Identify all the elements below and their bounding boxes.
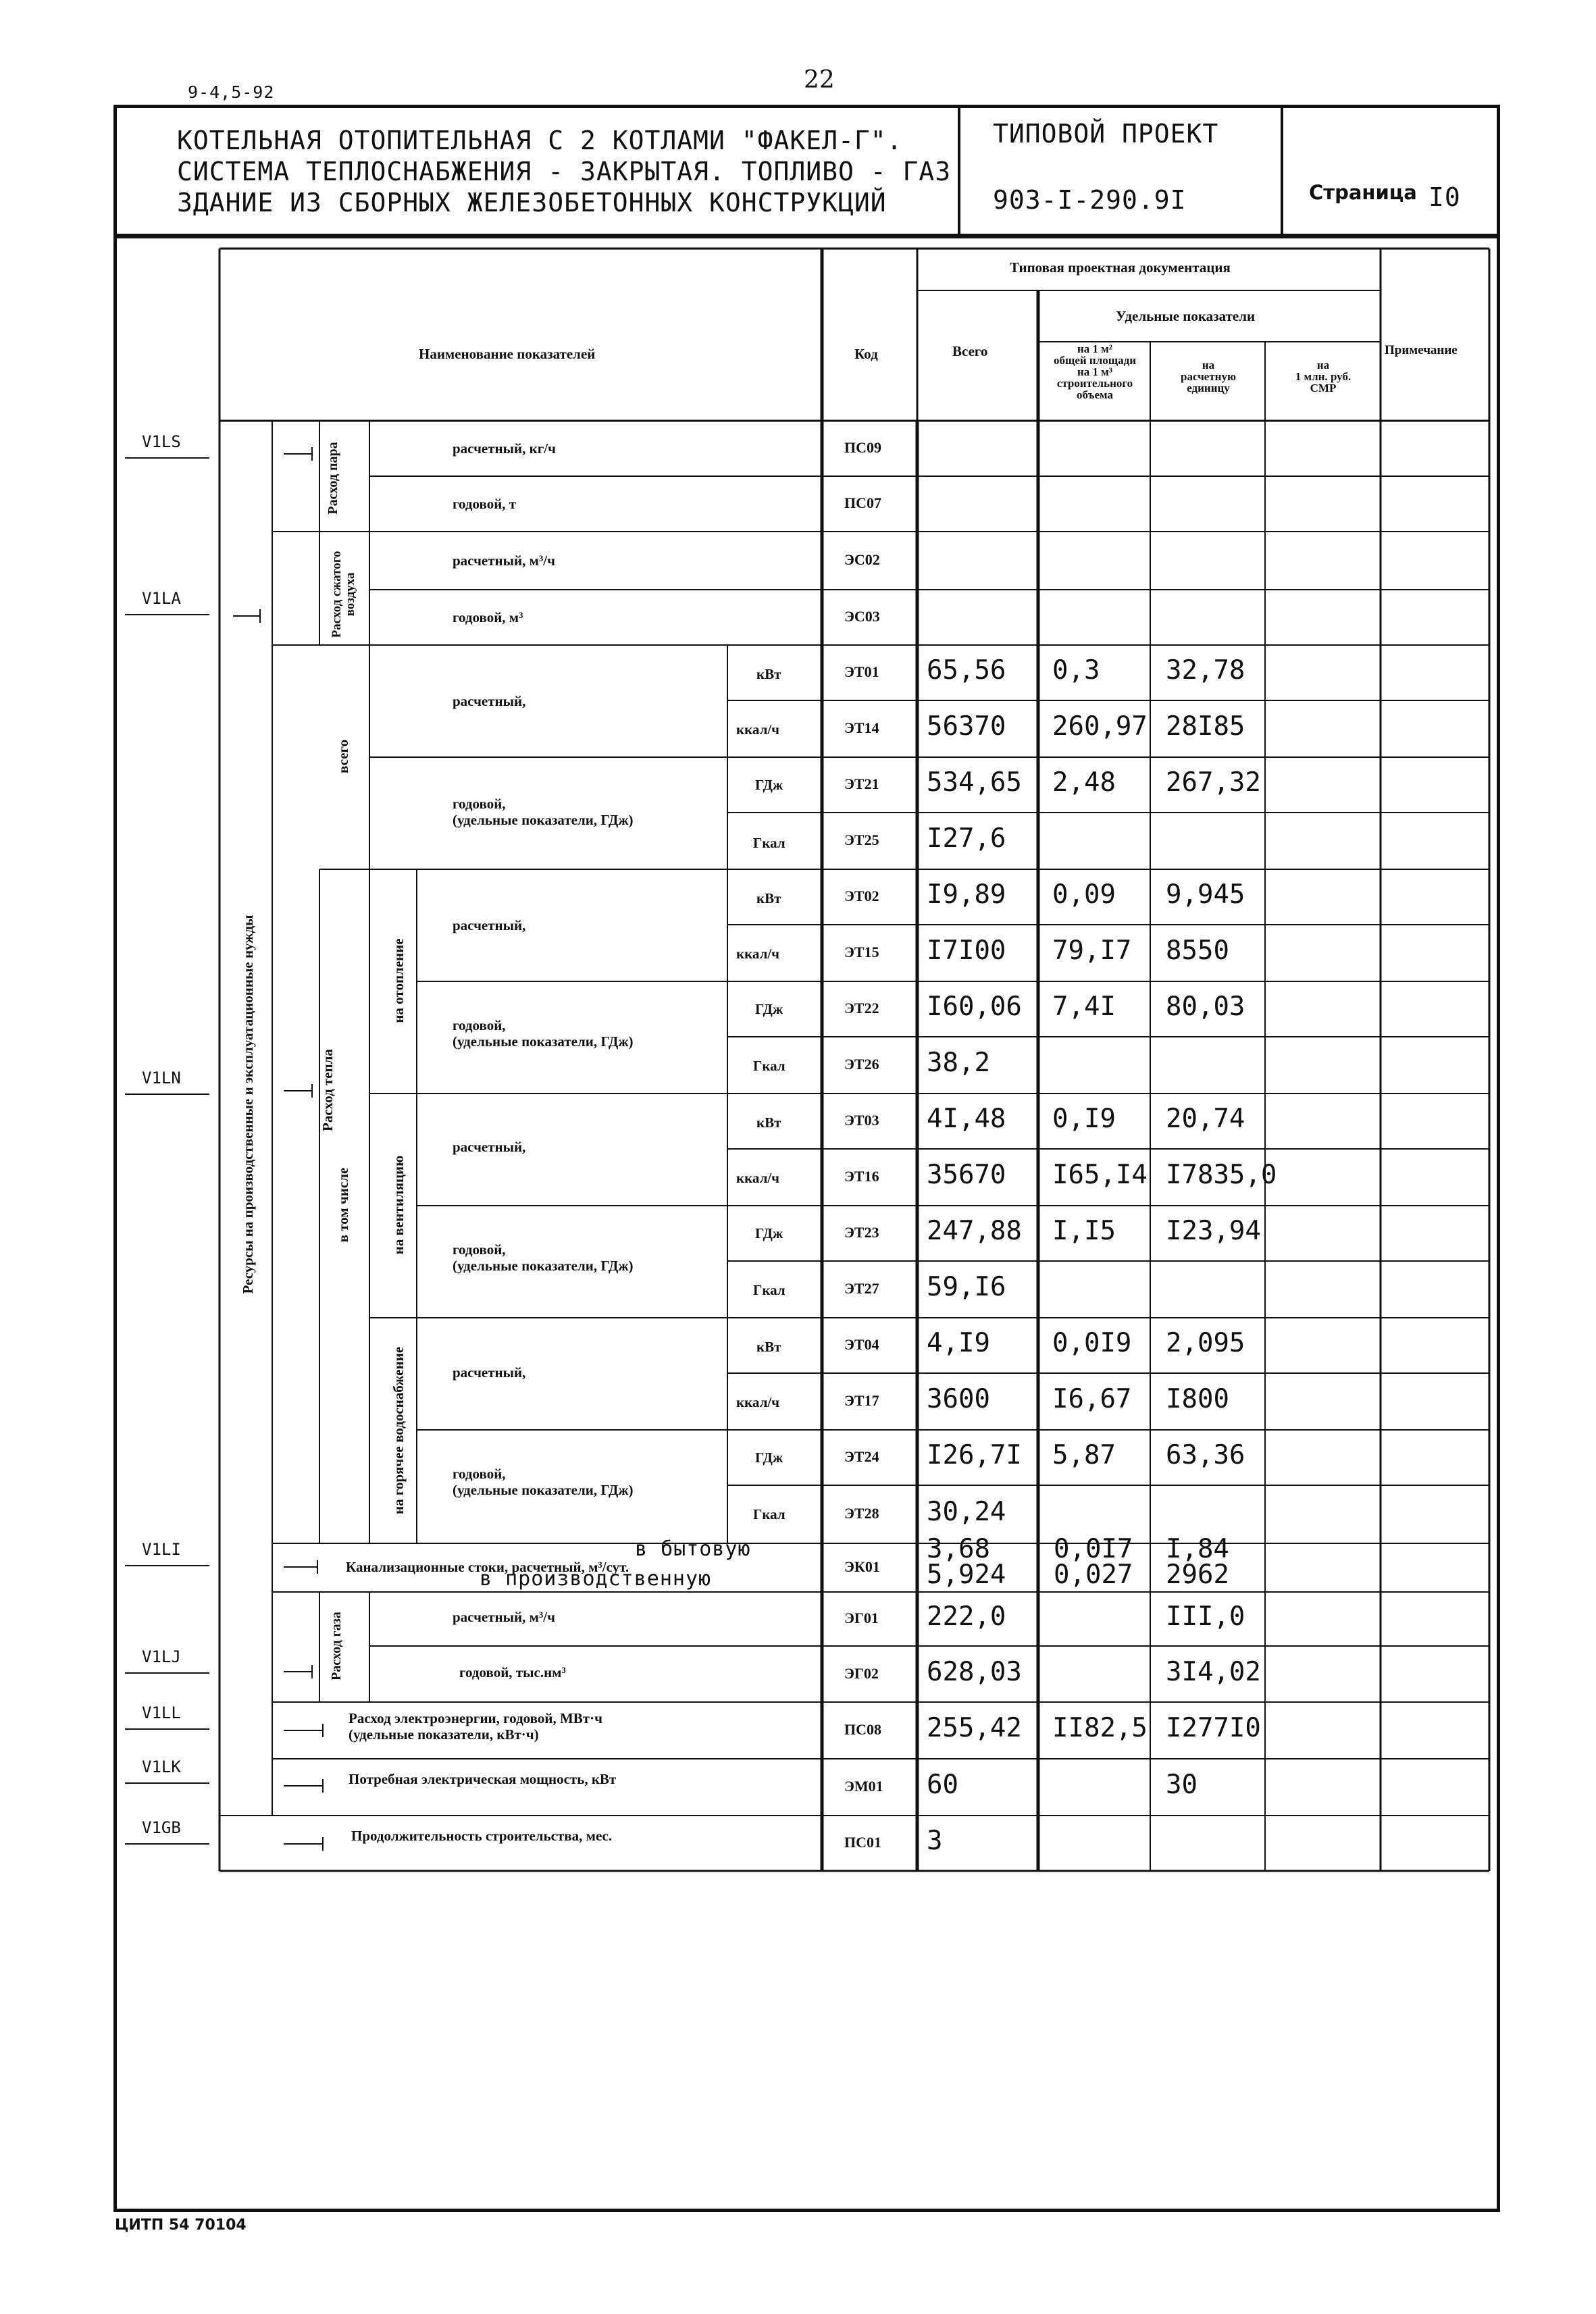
group-heat: Расход тепла (319, 1049, 336, 1131)
row-total: 5,924 (927, 1560, 1006, 1590)
marker-v1gb: V1GB (142, 1818, 181, 1837)
row-total: 38,2 (927, 1048, 990, 1078)
header-per-mln: на 1 млн. руб. СМР (1295, 359, 1352, 394)
row-total: 628,03 (927, 1656, 1022, 1687)
unit-kw: кВт (756, 890, 781, 906)
row-code: ПС08 (844, 1721, 881, 1738)
row-per-unit: 3I4,02 (1166, 1656, 1261, 1687)
group-air: Расход сжатого воздуха (330, 550, 357, 638)
unit-gcal: Гкал (753, 1282, 786, 1298)
unit-kcal-h: ккал/ч (736, 946, 780, 962)
row-total: 35670 (927, 1160, 1006, 1190)
row-per-unit: 267,32 (1166, 767, 1261, 798)
group-ventilation: на вентиляцию (390, 1155, 407, 1255)
unit-kcal-h: ккал/ч (736, 1394, 780, 1410)
row-code: ПС01 (844, 1834, 881, 1851)
row-code: ПС07 (844, 494, 881, 511)
label-gas-calc: расчетный, м³/ч (453, 1609, 555, 1625)
unit-gcal: Гкал (753, 1058, 786, 1074)
row-code: ЭС02 (844, 551, 880, 568)
row-code: ЭТ22 (844, 1000, 879, 1017)
unit-gj: ГДж (755, 1001, 783, 1017)
project-number: 903-I-290.9I (993, 185, 1187, 215)
row-total: 3,68 (927, 1534, 990, 1564)
row-per-m2: 0,3 (1052, 655, 1100, 686)
marker-v1ls: V1LS (142, 432, 181, 451)
row-per-m2: I65,I4 (1052, 1160, 1148, 1190)
row-code: ПС09 (844, 439, 881, 456)
row-per-unit: 63,36 (1166, 1440, 1245, 1470)
row-total: 30,24 (927, 1497, 1006, 1527)
group-hot-water: на горячее водоснабжение (390, 1346, 407, 1515)
doc-code: 9-4,5-92 (188, 82, 275, 102)
header-name: Наименование показателей (419, 346, 596, 362)
row-per-unit: 2962 (1166, 1560, 1229, 1590)
row-code: ЭМ01 (844, 1778, 883, 1795)
row-per-unit: 9,945 (1166, 879, 1245, 910)
project-label: ТИПОВОЙ ПРОЕКТ (993, 119, 1219, 149)
label-annual-hot-water-spec: (удельные показатели, ГДж) (453, 1482, 634, 1498)
row-per-unit: 8550 (1166, 935, 1229, 966)
label-annual-hot-water: годовой, (453, 1466, 506, 1482)
label-duration: Продолжительность строительства, мес. (351, 1828, 613, 1844)
row-per-unit: 80,03 (1166, 992, 1245, 1022)
row-code: ЭТ01 (844, 663, 879, 680)
label-calc-ventilation: расчетный, (453, 1139, 526, 1155)
unit-kw: кВт (756, 666, 781, 682)
group-incl: в том числе (335, 1167, 351, 1243)
marker-v1lj: V1LJ (142, 1647, 181, 1666)
row-code: ЭТ14 (844, 719, 879, 736)
row-total: 3600 (927, 1384, 990, 1414)
label-calc-hot-water: расчетный, (453, 1364, 526, 1381)
row-code: ЭТ21 (844, 775, 879, 792)
row-code: ЭГ01 (844, 1610, 879, 1626)
row-per-m2: 260,97 (1052, 711, 1148, 742)
row-total: 59,I6 (927, 1272, 1006, 1302)
row-total: 56370 (927, 711, 1006, 742)
row-per-m2: 0,0I9 (1052, 1328, 1132, 1358)
header-per-unit: на расчетную единицу (1181, 359, 1236, 394)
row-total: I9,89 (927, 879, 1006, 910)
marker-v1ln: V1LN (142, 1069, 181, 1087)
unit-kw: кВт (756, 1114, 781, 1131)
row-per-m2: I6,67 (1052, 1384, 1132, 1414)
row-per-unit: I,84 (1166, 1534, 1229, 1564)
row-per-m2: 0,I9 (1052, 1104, 1116, 1134)
row-per-m2: 79,I7 (1052, 935, 1132, 966)
row-per-unit: 2,095 (1166, 1328, 1245, 1358)
row-per-unit: III,0 (1166, 1601, 1245, 1632)
label-power: Потребная электрическая мощность, кВт (349, 1771, 617, 1787)
row-code: ЭС03 (844, 608, 880, 625)
unit-gj: ГДж (755, 1225, 783, 1241)
group-gas: Расход газа (329, 1612, 344, 1680)
group-total-heat: всего (335, 740, 351, 774)
marker-v1ll: V1LL (142, 1703, 181, 1722)
header-total: Всего (952, 343, 988, 359)
row-per-unit: 32,78 (1166, 655, 1245, 686)
row-code: ЭТ04 (844, 1336, 879, 1353)
label-calc-kg-h: расчетный, кг/ч (453, 440, 556, 457)
row-per-m2: 0,0I7 (1054, 1534, 1133, 1564)
unit-kcal-h: ккал/ч (736, 1170, 780, 1186)
marker-v1li: V1LI (142, 1540, 181, 1559)
row-total: 255,42 (927, 1713, 1022, 1743)
header-note: Примечание (1385, 343, 1458, 357)
label-electricity-spec: (удельные показатели, кВт·ч) (349, 1726, 539, 1743)
row-code: ЭТ17 (844, 1392, 879, 1409)
header-per-m2: на 1 м² общей площади на 1 м³ строительного объема (1053, 342, 1137, 401)
title-line-3: ЗДАНИЕ ИЗ СБОРНЫХ ЖЕЛЕЗОБЕТОННЫХ КОНСТРУКЦИЙ (177, 188, 887, 217)
group-steam: Расход пара (326, 442, 340, 515)
label-annual-total: годовой, (453, 796, 506, 812)
title-line-1: КОТЕЛЬНАЯ ОТОПИТЕЛЬНАЯ С 2 КОТЛАМИ "ФАКЕЛ-Г". (177, 126, 903, 155)
unit-gj: ГДж (755, 777, 783, 793)
unit-gcal: Гкал (753, 1506, 786, 1522)
row-code: ЭК01 (844, 1558, 880, 1575)
label-annual-heating-spec: (удельные показатели, ГДж) (453, 1033, 634, 1050)
unit-gcal: Гкал (753, 835, 786, 851)
label-annual-heating: годовой, (453, 1017, 506, 1033)
label-sewage-industrial: в производственную (480, 1567, 712, 1591)
page-value: I0 (1428, 182, 1461, 212)
row-code: ЭТ27 (844, 1280, 879, 1297)
row-code: ЭТ02 (844, 888, 879, 904)
row-per-unit: I23,94 (1166, 1216, 1261, 1246)
row-total: 247,88 (927, 1216, 1022, 1246)
row-total: 4I,48 (927, 1104, 1006, 1134)
row-total: 4,I9 (927, 1328, 990, 1358)
row-code: ЭТ15 (844, 944, 879, 960)
label-sewage-household: в бытовую (635, 1537, 751, 1561)
row-code: ЭТ23 (844, 1224, 879, 1241)
row-per-m2: 2,48 (1052, 767, 1116, 798)
row-per-m2: 0,027 (1054, 1560, 1133, 1590)
label-annual-t: годовой, т (453, 496, 517, 512)
row-per-m2: 5,87 (1052, 1440, 1116, 1470)
unit-gj: ГДж (755, 1449, 783, 1466)
row-code: ЭТ24 (844, 1448, 879, 1465)
footer-stamp: ЦИТП 54 70104 (115, 2217, 247, 2234)
label-calc-heating: расчетный, (453, 917, 526, 933)
row-total: 60 (927, 1770, 958, 1800)
label-annual-total-spec: (удельные показатели, ГДж) (453, 812, 634, 828)
row-per-unit: I277I0 (1166, 1713, 1261, 1743)
row-code: ЭТ16 (844, 1168, 879, 1185)
label-electricity: Расход электроэнергии, годовой, МВт·ч (349, 1710, 602, 1726)
group-resources: Ресурсы на производственные и эксплуатационные нужды (240, 915, 256, 1294)
row-total: 222,0 (927, 1601, 1006, 1632)
unit-kcal-h: ккал/ч (736, 721, 780, 738)
label-annual-ventilation: годовой, (453, 1241, 506, 1258)
row-per-m2: I,I5 (1052, 1216, 1116, 1246)
row-code: ЭГ02 (844, 1664, 879, 1682)
label-calc-total: расчетный, (453, 693, 526, 709)
header-code: Код (854, 346, 878, 362)
row-total: 3 (927, 1826, 943, 1856)
row-code: ЭТ25 (844, 831, 879, 848)
row-code: ЭТ28 (844, 1505, 879, 1522)
row-total: 65,56 (927, 655, 1006, 686)
page-label: Страница (1309, 181, 1417, 204)
row-per-unit: 28I85 (1166, 711, 1245, 742)
row-total: I26,7I (927, 1440, 1022, 1470)
row-total: I7I00 (927, 935, 1006, 966)
row-per-unit: I7835,0 (1166, 1160, 1277, 1190)
header-typical-doc: Типовая проектная документация (1010, 259, 1231, 276)
row-per-m2: 0,09 (1052, 879, 1116, 910)
row-total: I27,6 (927, 823, 1006, 854)
row-per-m2: II82,5 (1052, 1713, 1148, 1743)
row-per-unit: 30 (1166, 1770, 1198, 1800)
marker-v1lk: V1LK (142, 1757, 181, 1776)
row-per-unit: 20,74 (1166, 1104, 1245, 1134)
row-code: ЭТ26 (844, 1056, 879, 1073)
row-per-unit: I800 (1166, 1384, 1229, 1414)
row-total: 534,65 (927, 767, 1022, 798)
row-per-m2: 7,4I (1052, 992, 1116, 1022)
label-calc-m3-h: расчетный, м³/ч (453, 552, 555, 569)
unit-kw: кВт (756, 1339, 781, 1355)
label-annual-ventilation-spec: (удельные показатели, ГДж) (453, 1258, 634, 1274)
marker-v1la: V1LA (142, 589, 181, 608)
label-gas-annual: годовой, тыс.нм³ (459, 1664, 566, 1680)
label-sewage: Канализационные стоки, расчетный, м³/сут. (346, 1559, 629, 1575)
page-number: 22 (804, 66, 835, 94)
row-total: I60,06 (927, 992, 1022, 1022)
header-specific: Удельные показатели (1116, 308, 1256, 324)
title-line-2: СИСТЕМА ТЕПЛОСНАБЖЕНИЯ - ЗАКРЫТАЯ. ТОПЛИВО - ГАЗ (177, 157, 952, 186)
label-annual-m3: годовой, м³ (453, 609, 523, 625)
group-heating: на отопление (390, 938, 407, 1023)
row-code: ЭТ03 (844, 1112, 879, 1129)
